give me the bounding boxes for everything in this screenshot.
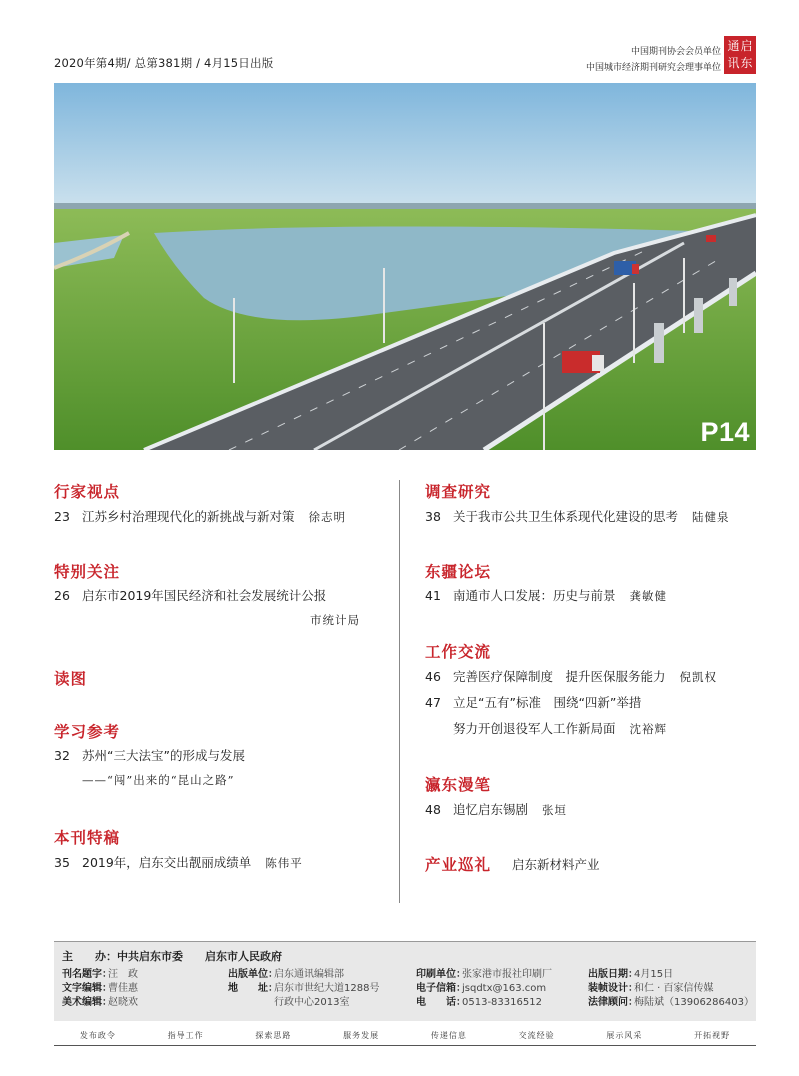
seal-char: 讯 bbox=[727, 56, 740, 70]
column-divider bbox=[399, 480, 400, 903]
info-value: 启东市世纪大道1288号 bbox=[274, 983, 380, 994]
footer-nav bbox=[54, 1030, 756, 1046]
article-title-line2: 努力开创退役军人工作新局面 bbox=[453, 721, 616, 736]
info-value: 汪 政 bbox=[108, 969, 138, 980]
article-subtitle: ——“闯”出来的“昆山之路” bbox=[82, 773, 235, 787]
info-value: 启东通讯编辑部 bbox=[274, 969, 344, 980]
author: 沈裕辉 bbox=[629, 722, 668, 736]
info-value: 0513-83316512 bbox=[462, 997, 542, 1008]
info-key: 刊名题字： bbox=[62, 969, 112, 980]
page-number: 35 bbox=[54, 855, 70, 870]
info-key: 地 址： bbox=[228, 983, 278, 994]
publication-info bbox=[54, 941, 756, 1021]
info-key: 出版日期： bbox=[588, 969, 638, 980]
article-title: 立足“五有”标准 围绕“四新”举措 bbox=[453, 695, 642, 710]
page-number: 32 bbox=[54, 748, 70, 763]
footer-nav-item[interactable]: 传递信息 bbox=[430, 1031, 467, 1040]
section-title-dutu[interactable]: 读图 bbox=[54, 670, 88, 688]
info-column-4 bbox=[588, 968, 754, 1010]
author: 倪凯权 bbox=[679, 670, 718, 684]
author: 陈伟平 bbox=[265, 856, 303, 870]
info-key: 电 话： bbox=[416, 997, 466, 1008]
page-number: 48 bbox=[425, 802, 441, 817]
section-title-xuexi: 学习参考 bbox=[54, 723, 121, 741]
page-number: 46 bbox=[425, 669, 441, 684]
page-number: 47 bbox=[425, 695, 441, 710]
info-value: jsqdtx@163.com bbox=[462, 983, 547, 994]
cover-photo bbox=[54, 83, 756, 450]
footer-nav-item[interactable]: 服务发展 bbox=[343, 1031, 380, 1040]
toc-item[interactable] bbox=[54, 746, 245, 764]
info-column-3 bbox=[416, 968, 552, 1010]
section-title-chanye: 产业巡礼 bbox=[425, 856, 492, 874]
toc-item[interactable] bbox=[425, 667, 717, 685]
toc-item[interactable] bbox=[54, 853, 303, 871]
page-number: 26 bbox=[54, 588, 70, 603]
section-title-benkan: 本刊特稿 bbox=[54, 829, 121, 847]
toc-item[interactable] bbox=[512, 855, 600, 873]
toc-item[interactable] bbox=[54, 586, 326, 604]
article-title: 南通市人口发展：历史与前景 bbox=[453, 588, 616, 603]
article-title: 关于我市公共卫生体系现代化建设的思考 bbox=[453, 509, 679, 524]
info-value: 行政中心2013室 bbox=[274, 997, 350, 1008]
toc-item[interactable] bbox=[425, 693, 641, 711]
author: 徐志明 bbox=[308, 510, 347, 524]
toc-item[interactable] bbox=[425, 507, 730, 525]
seal-char: 通 bbox=[727, 39, 740, 53]
host-label: 主 办： bbox=[62, 950, 117, 963]
section-title-dongjiang: 东疆论坛 bbox=[425, 563, 492, 581]
info-key: 电子信箱： bbox=[416, 983, 466, 994]
page-tag: P14 bbox=[700, 417, 750, 447]
footer-nav-item[interactable]: 发布政令 bbox=[79, 1031, 116, 1040]
toc-item[interactable] bbox=[425, 586, 667, 604]
info-value: 和仁 · 百家信传媒 bbox=[634, 983, 714, 994]
association-1: 中国期刊协会会员单位 bbox=[630, 47, 721, 57]
seal-char: 启 bbox=[740, 39, 753, 53]
article-title: 江苏乡村治理现代化的新挑战与新对策 bbox=[82, 509, 295, 524]
article-title: 追忆启东锡剧 bbox=[453, 802, 529, 817]
page-number: 23 bbox=[54, 509, 70, 524]
footer-nav-item[interactable]: 开拓视野 bbox=[694, 1031, 731, 1040]
toc-item[interactable] bbox=[425, 800, 567, 818]
section-title-diaocha: 调查研究 bbox=[425, 483, 492, 501]
author: 龚敏健 bbox=[629, 589, 668, 603]
info-value: 4月15日 bbox=[634, 969, 674, 980]
issue-info: 2020年第4期/ 总第381期 / 4月15日出版 bbox=[54, 56, 274, 70]
info-key: 美术编辑： bbox=[62, 997, 112, 1008]
host-1: 中共启东市委 bbox=[117, 950, 183, 963]
host-2: 启东市人民政府 bbox=[205, 950, 282, 963]
toc-item-continued[interactable] bbox=[453, 719, 667, 737]
article-title: 苏州“三大法宝”的形成与发展 bbox=[82, 748, 245, 763]
info-column-2 bbox=[228, 968, 379, 1010]
section-title-gongzuo: 工作交流 bbox=[425, 643, 492, 661]
section-title-yingdong: 瀛东漫笔 bbox=[425, 776, 492, 794]
author: 陆健泉 bbox=[692, 510, 730, 524]
info-column-1 bbox=[62, 968, 138, 1010]
article-title: 完善医疗保障制度 提升医保服务能力 bbox=[453, 669, 666, 684]
author: 张垣 bbox=[542, 803, 568, 817]
toc-item[interactable] bbox=[54, 507, 346, 525]
footer-nav-item[interactable]: 探索思路 bbox=[255, 1031, 292, 1040]
info-key: 出版单位： bbox=[228, 969, 278, 980]
article-title: 启东市2019年国民经济和社会发展统计公报 bbox=[82, 588, 327, 603]
info-key: 法律顾问： bbox=[588, 997, 638, 1008]
info-value: 张家港市报社印刷厂 bbox=[462, 969, 552, 980]
association-2: 中国城市经济期刊研究会理事单位 bbox=[585, 63, 721, 73]
article-title: 2019年，启东交出靓丽成绩单 bbox=[82, 855, 252, 870]
host-line bbox=[62, 948, 282, 964]
highway-scene bbox=[54, 83, 756, 450]
association-list bbox=[586, 44, 721, 76]
footer-nav-item[interactable]: 指导工作 bbox=[167, 1031, 204, 1040]
info-value: 赵晓欢 bbox=[108, 997, 138, 1008]
footer-nav-item[interactable]: 交流经验 bbox=[518, 1031, 555, 1040]
article-title: 启东新材料产业 bbox=[512, 857, 600, 872]
info-key: 文字编辑： bbox=[62, 983, 112, 994]
magazine-seal-logo bbox=[724, 36, 756, 74]
section-title-tebie: 特别关注 bbox=[54, 563, 121, 581]
footer-nav-item[interactable]: 展示风采 bbox=[606, 1031, 643, 1040]
page-number: 38 bbox=[425, 509, 441, 524]
info-key: 装帧设计： bbox=[588, 983, 638, 994]
author: 市统计局 bbox=[310, 613, 360, 627]
section-title-hangjia: 行家视点 bbox=[54, 483, 121, 501]
info-value: 梅陆斌（13906286403） bbox=[634, 997, 754, 1008]
info-key: 印刷单位： bbox=[416, 969, 466, 980]
info-value: 曹佳惠 bbox=[108, 983, 138, 994]
seal-char: 东 bbox=[740, 56, 753, 70]
page-number: 41 bbox=[425, 588, 441, 603]
